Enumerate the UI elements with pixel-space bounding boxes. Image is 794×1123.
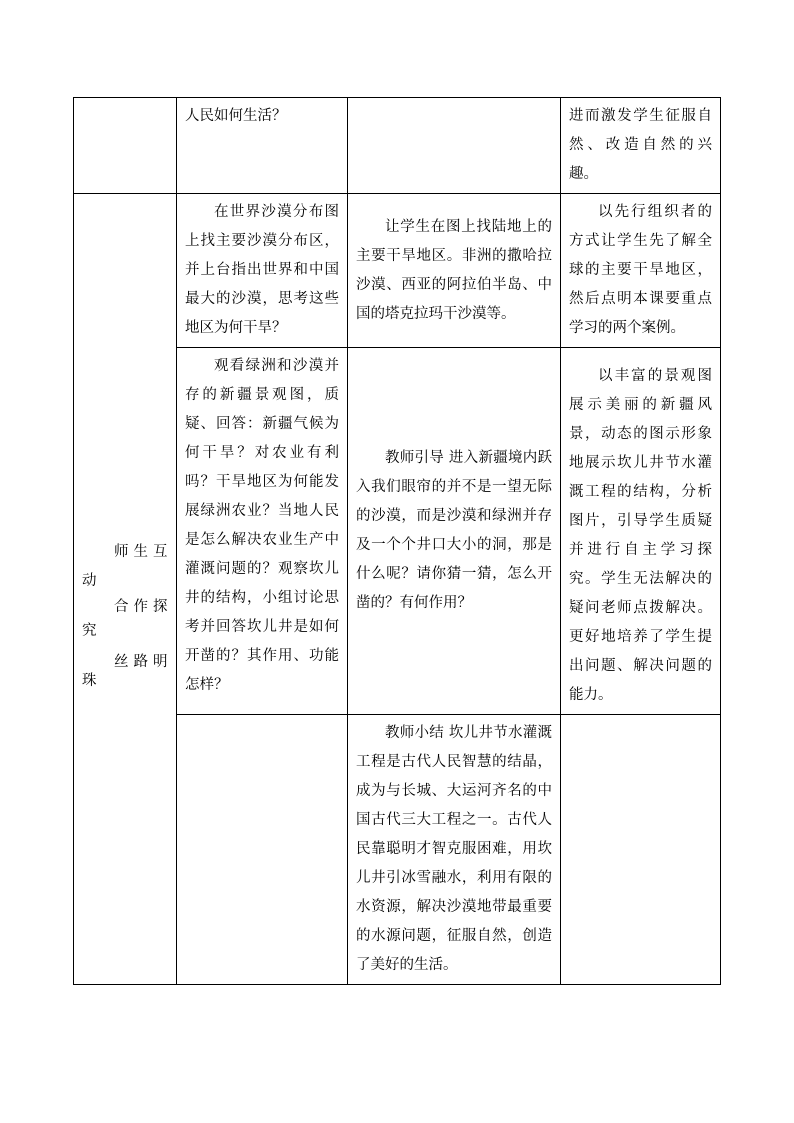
lesson-plan-table: [73, 97, 721, 985]
section-label-line: 合作探: [114, 599, 173, 615]
section-label-char: 究: [82, 623, 97, 639]
section-label-char: 珠: [82, 673, 97, 689]
table-cell: 人民如何生活？: [177, 98, 348, 194]
table-cell: 以丰富的景观图展示美丽的新疆风景，动态的图示形象地展示坎儿井节水灌溉工程的结构，分析图片，引导学生质疑并进行自主学习探究。学生无法解决的疑问老师点拨解决。更好地培养了学生提出问题、解决问题的能力。: [561, 348, 721, 715]
table-cell: 让学生在图上找陆地上的主要干旱地区。非洲的撒哈拉沙漠、西亚的阿拉伯半岛、中国的塔克拉玛干沙漠等。: [348, 194, 561, 348]
table-cell: 在世界沙漠分布图上找主要沙漠分布区，并上台指出世界和中国最大的沙漠，思考这些地区为何干旱？: [177, 194, 348, 348]
table-cell: [74, 98, 177, 194]
table-row: [74, 98, 721, 194]
section-label-line: 丝路明: [114, 654, 173, 670]
table-cell: 教师引导 进入新疆境内跃入我们眼帘的并不是一望无际的沙漠，而是沙漠和绿洲并存及一个个井口大小的洞，那是什么呢？请你猜一猜，怎么开凿的？有何作用？: [348, 348, 561, 715]
table-cell: 进而激发学生征服自然、改造自然的兴趣。: [561, 98, 721, 194]
table-cell: [348, 98, 561, 194]
table-cell: 教师小结 坎儿井节水灌溉工程是古代人民智慧的结晶，成为与长城、大运河齐名的中国古代三大工程之一。古代人民靠聪明才智克服困难，用坎儿井引冰雪融水，利用有限的水资源，解决沙漠地带最重要的水源问题，征服自然，创造了美好的生活。: [348, 715, 561, 985]
table-row: [74, 194, 721, 348]
section-label-char: 动: [82, 573, 97, 589]
table-cell: [177, 715, 348, 985]
table-cell: 以先行组织者的方式让学生先了解全球的主要干旱地区，然后点明本课要重点学习的两个案例。: [561, 194, 721, 348]
section-label-line: 师生互: [114, 544, 173, 560]
table-cell: [561, 715, 721, 985]
section-label-cell: [74, 194, 177, 985]
table-cell: 观看绿洲和沙漠并存的新疆景观图，质疑、回答：新疆气候为何干旱？对农业有利吗？干旱地区为何能发展绿洲农业？当地人民是怎么解决农业生产中灌溉问题的？观察坎儿井的结构，小组讨论思考并回答坎儿井是如何开凿的？其作用、功能怎样？: [177, 348, 348, 715]
